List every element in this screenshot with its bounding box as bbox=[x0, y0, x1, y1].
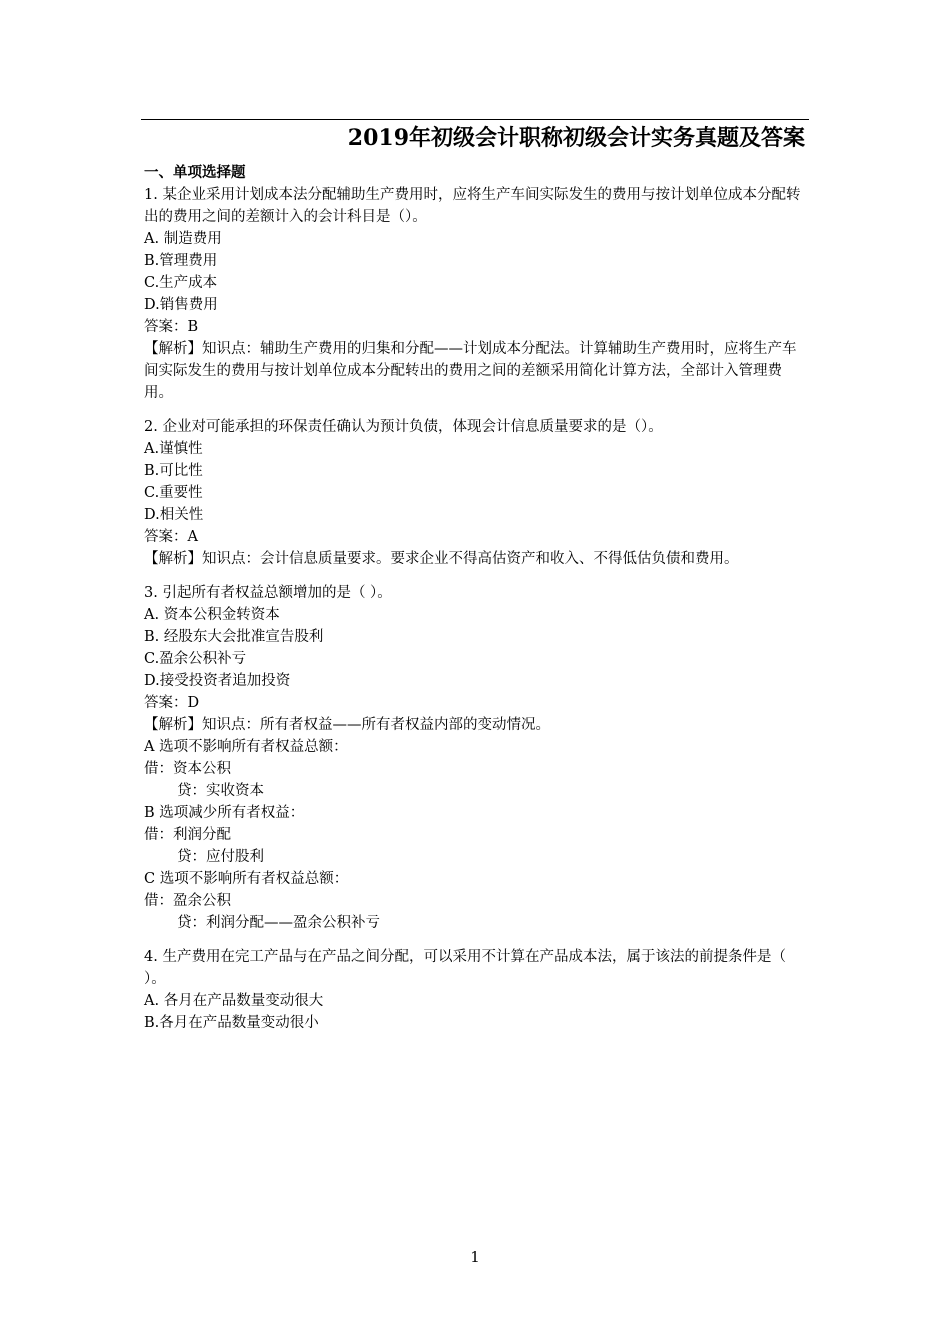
question-stem: 4. 生产费用在完工产品与在产品之间分配，可以采用不计算在产品成本法，属于该法的前提条件是（ ）。 bbox=[144, 949, 786, 987]
question-4 bbox=[144, 946, 808, 1034]
question-stem: 2. 企业对可能承担的环保责任确认为预计负债，体现会计信息质量要求的是（）。 bbox=[144, 419, 663, 435]
entry-label: C 选项不影响所有者权益总额： bbox=[144, 871, 349, 887]
option-b: B. 经股东大会批准宣告股利 bbox=[144, 629, 324, 645]
question-3 bbox=[144, 582, 808, 934]
option-c: C.生产成本 bbox=[144, 275, 218, 291]
option-d: D.销售费用 bbox=[144, 297, 218, 313]
question-stem: 3. 引起所有者权益总额增加的是（ ）。 bbox=[144, 585, 392, 601]
entry-credit: 贷：应付股利 bbox=[177, 849, 264, 865]
option-b: B.可比性 bbox=[144, 463, 203, 479]
question-2 bbox=[144, 416, 808, 570]
document-title: 2019年初级会计职称初级会计实务真题及答案 bbox=[347, 125, 805, 151]
question-stem: 1. 某企业采用计划成本法分配辅助生产费用时，应将生产车间实际发生的费用与按计划单位成本分配转出的费用之间的差额计入的会计科目是（）。 bbox=[144, 187, 801, 225]
answer: 答案：A bbox=[144, 529, 198, 545]
answer: 答案：B bbox=[144, 319, 199, 335]
question-1 bbox=[144, 184, 808, 404]
option-a: A. 各月在产品数量变动很大 bbox=[144, 993, 324, 1009]
entry-label: A 选项不影响所有者权益总额： bbox=[144, 739, 348, 755]
entry-debit: 借：利润分配 bbox=[144, 827, 231, 843]
answer: 答案：D bbox=[144, 695, 200, 711]
analysis: 【解析】知识点：所有者权益——所有者权益内部的变动情况。 bbox=[144, 717, 550, 733]
option-d: D.相关性 bbox=[144, 507, 204, 523]
header-rule bbox=[141, 119, 809, 120]
option-c: C.盈余公积补亏 bbox=[144, 651, 247, 667]
analysis: 【解析】知识点：会计信息质量要求。要求企业不得高估资产和收入、不得低估负债和费用。 bbox=[144, 551, 739, 567]
option-d: D.接受投资者追加投资 bbox=[144, 673, 291, 689]
document-body bbox=[144, 162, 808, 1034]
option-a: A.谨慎性 bbox=[144, 441, 203, 457]
section-heading: 一、单项选择题 bbox=[144, 164, 246, 181]
entry-debit: 借：资本公积 bbox=[144, 761, 231, 777]
entry-label: B 选项减少所有者权益： bbox=[144, 805, 305, 821]
option-b: B.管理费用 bbox=[144, 253, 218, 269]
option-a: A. 制造费用 bbox=[144, 231, 222, 247]
entry-credit: 贷：实收资本 bbox=[177, 783, 264, 799]
entry-debit: 借：盈余公积 bbox=[144, 893, 231, 909]
page-number: 1 bbox=[470, 1248, 480, 1266]
entry-credit: 贷：利润分配——盈余公积补亏 bbox=[177, 915, 380, 931]
option-b: B.各月在产品数量变动很小 bbox=[144, 1015, 319, 1031]
analysis: 【解析】知识点：辅助生产费用的归集和分配——计划成本分配法。计算辅助生产费用时，应将生产车间实际发生的费用与按计划单位成本分配转出的费用之间的差额采用简化计算方法，全部计入管理费用。 bbox=[144, 341, 797, 401]
option-c: C.重要性 bbox=[144, 485, 203, 501]
option-a: A. 资本公积金转资本 bbox=[144, 607, 280, 623]
